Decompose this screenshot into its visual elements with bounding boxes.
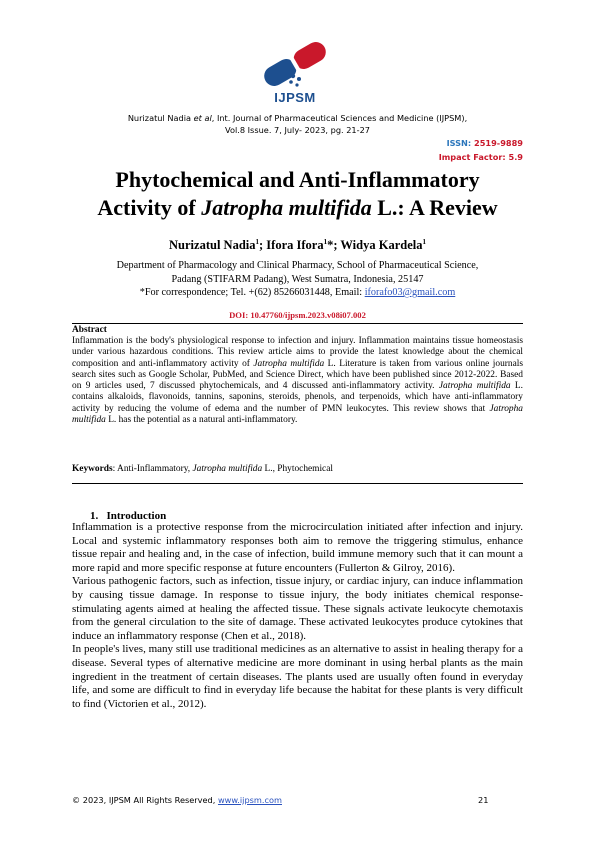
keywords-label: Keywords: [72, 464, 113, 474]
author-separator: ;: [259, 238, 267, 253]
affiliation-line-1: Department of Pharmacology and Clinical Pharmacy, School of Pharmaceutical Science,: [116, 260, 479, 271]
issn-value: 2519-9889: [474, 138, 523, 148]
citation-journal: , Int. Journal of Pharmaceutical Sciences and Medicine (IJPSM),: [211, 113, 468, 123]
citation-etal: et al: [193, 113, 212, 123]
section-body: [72, 521, 523, 711]
email-link[interactable]: iforafo03@gmail.com: [364, 287, 456, 298]
abstract-species: Jatropha multifida: [438, 381, 511, 392]
abstract-text: L. Literature is taken from various online journals search sites such as Google Scholar, PubMed, and Science Direct, which have been published since 2012-2022. Based on 9 articles used, 7 discussed phytochemicals, and 4 discussed anti-inflammatory activity.: [72, 358, 523, 392]
doi[interactable]: DOI: 10.47760/ijpsm.2023.v08i07.002: [229, 310, 366, 320]
authors: [40, 238, 555, 253]
correspondence-text: *For correspondence; Tel. +(62) 85266031448, Email:: [139, 287, 365, 298]
affiliation: [60, 259, 535, 300]
abstract-species: Jatropha multifida: [72, 403, 523, 426]
abstract-text: Inflammation is the body's physiological response to infection and injury. Inflammation maintains tissue homeostasis under various hazardous conditions. This review article aims to provide the latest knowledge about the chemical composition and anti-inflammatory activity of: [72, 336, 523, 369]
issn: [447, 138, 523, 148]
logo-text: IJPSM: [274, 90, 316, 105]
issn-label: ISSN:: [446, 138, 475, 148]
impact-factor: Impact Factor: 5.9: [438, 152, 523, 162]
abstract-text: L. contains alkaloids, flavonoids, tannins, saponins, steroids, phenols, and terpenoids, which have anti-inflammatory activity by reducing the volume of edema and the number of PMN leukocytes. This review shows that: [72, 381, 523, 414]
keywords-species: Jatropha multifida: [192, 464, 263, 474]
abstract-species: Jatropha multifida: [253, 358, 325, 369]
section-heading: 1. Introduction: [90, 510, 167, 522]
author-2: Ifora Ifora: [266, 238, 324, 253]
citation-author: Nurizatul Nadia: [127, 113, 194, 123]
author-2-affil: 1: [323, 238, 328, 246]
divider-bottom: [72, 483, 523, 484]
corresponding-mark: *: [327, 238, 334, 253]
journal-logo: [255, 38, 335, 104]
footer-link[interactable]: www.ijpsm.com: [217, 795, 282, 805]
paper-title: [40, 166, 555, 222]
keywords: [72, 464, 523, 474]
author-1: Nurizatul Nadia: [169, 238, 256, 253]
correspondence: [60, 286, 535, 300]
paragraph: Various pathogenic factors, such as infection, tissue injury, or cardiac injury, can induce inflammation by causing tissue damage. In response to tissue injury, the body initiates chemical response-stimulating agents aimed at healing the affected tissue. These signals activate leukocyte chemotaxis from the general circulation to the site of damage. These activated leukocytes produce cytokines that induce an inflammatory response (Chen et al., 2018).: [72, 575, 523, 642]
paragraph: In people's lives, many still use traditional medicines as an alternative to assist in healing therapy for a disease. Several types of alternative medicine are more dominant in using herbal plants as the main ingredient in the treatment of certain diseases. The plants used are usually often found in everyday life, and some are difficult to find in everyday life because the habitat for these plants is very difficult to find (Victorien et al., 2012).: [72, 643, 523, 710]
title-text-end: L.: A Review: [371, 195, 498, 220]
page-number: 21: [478, 795, 489, 805]
title-line-2: [40, 194, 555, 222]
paragraph: Inflammation is a protective response from the microcirculation initiated after infection and injury. Local and systemic inflammatory responses both aim to remove the triggering stimulus, enhance tissue repair and healing and, in the case of infection, build immune memory such that it can mount a more rapid and more specific response at future encounters (Fullerton & Gilroy, 2016).: [72, 521, 523, 574]
citation-line-2: Vol.8 Issue. 7, July- 2023, pg. 21-27: [224, 125, 371, 135]
author-3: Widya Kardela: [340, 238, 423, 253]
capsule-icon: [255, 38, 335, 90]
keywords-text: L., Phytochemical: [262, 464, 333, 474]
footer-copyright: [72, 795, 282, 805]
abstract-text: L. has the potential as a natural anti-inflammatory.: [105, 415, 298, 426]
divider-top: [72, 323, 523, 324]
abstract-heading: Abstract: [72, 325, 107, 335]
abstract-body: [72, 336, 523, 426]
title-line-1: Phytochemical and Anti-Inflammatory: [115, 167, 480, 192]
copyright-text: © 2023, IJPSM All Rights Reserved,: [72, 795, 218, 805]
author-separator: ;: [333, 238, 341, 253]
author-3-affil: 1: [422, 238, 426, 246]
citation-line-1: [60, 113, 535, 124]
author-1-affil: 1: [255, 238, 259, 246]
affiliation-line-2: Padang (STIFARM Padang), West Sumatra, Indonesia, 25147: [171, 273, 424, 285]
title-species: Jatropha multifida: [201, 195, 372, 220]
title-text: Activity of: [97, 195, 202, 220]
keywords-text: : Anti-Inflammatory,: [112, 464, 193, 474]
